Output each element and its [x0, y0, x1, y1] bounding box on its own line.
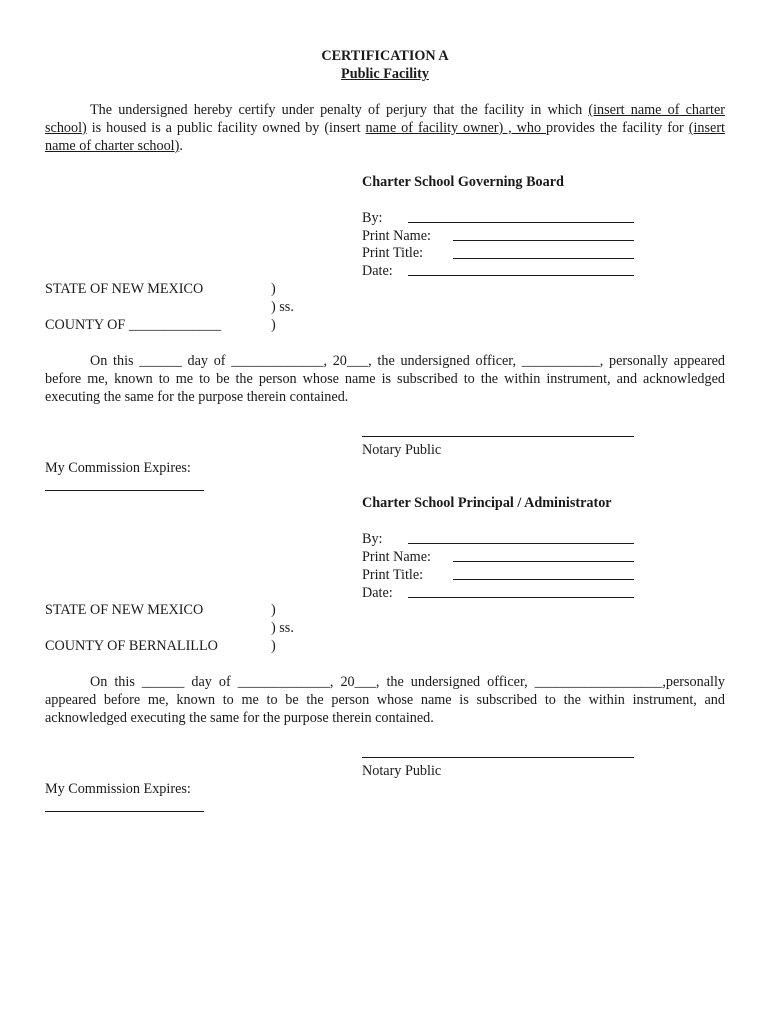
sig2-date-label: Date: [362, 585, 393, 601]
notary1-signature-line [362, 436, 634, 437]
principal-heading: Charter School Principal / Administrator [362, 495, 612, 511]
notary2-commission-expires: My Commission Expires: [45, 781, 191, 797]
venue2-state: STATE OF NEW MEXICO [45, 602, 204, 618]
notary2-label: Notary Public [362, 763, 442, 779]
venue1-paren-2: ) [271, 317, 276, 333]
sig2-print-title-line [453, 579, 634, 580]
venue1-county: COUNTY OF _____________ [45, 317, 222, 333]
sig1-print-title-label: Print Title: [362, 245, 424, 261]
sig2-by-label: By: [362, 531, 383, 547]
certification-paragraph [45, 101, 725, 155]
sig1-print-title-line [453, 258, 634, 259]
document-subtitle [0, 65, 770, 83]
notary2-signature-line [362, 757, 634, 758]
notary1-label: Notary Public [362, 442, 442, 458]
sig2-date-line [408, 597, 634, 598]
sig2-print-name-line [453, 561, 634, 562]
intro-text-4: . [179, 138, 183, 154]
notary2-commission-line [45, 811, 204, 812]
venue1-paren-1: ) [271, 281, 276, 297]
subtitle-text: Public Facility [341, 66, 429, 82]
intro-school-name-1: (insert name of charter school) [45, 102, 725, 136]
document-title: CERTIFICATION A [321, 48, 449, 64]
sig1-by-label: By: [362, 210, 383, 226]
acknowledgment-paragraph-2: On this ______ day of _____________, 20___, the undersigned officer, __________________,personally appeared before me, known to me to be the person whose name is subscribed to the within instrument, and acknowledged executing the same for the purpose therein contained. [45, 674, 725, 726]
venue2-ss: ) ss. [271, 620, 294, 636]
notary1-commission-line [45, 490, 204, 491]
intro-text-3: provides the facility for [546, 120, 689, 136]
sig1-date-line [408, 275, 634, 276]
notary1-commission-expires: My Commission Expires: [45, 460, 191, 476]
sig1-print-name-line [453, 240, 634, 241]
sig2-by-line [408, 543, 634, 544]
intro-facility-owner: name of facility owner) , who [365, 120, 547, 136]
venue2-paren-2: ) [271, 638, 276, 654]
sig1-by-line [408, 222, 634, 223]
venue1-state: STATE OF NEW MEXICO [45, 281, 204, 297]
acknowledgment-paragraph-1: On this ______ day of _____________, 20___, the undersigned officer, ___________, personally appeared before me, known to me to be the person whose name is subscribed to the within instrument, and acknowledged executing the same for the purpose therein contained. [45, 353, 725, 405]
sig1-date-label: Date: [362, 263, 393, 279]
sig1-print-name-label: Print Name: [362, 228, 431, 244]
governing-board-heading: Charter School Governing Board [362, 174, 564, 190]
venue1-ss: ) ss. [271, 299, 294, 315]
sig2-print-title-label: Print Title: [362, 567, 424, 583]
venue2-paren-1: ) [271, 602, 276, 618]
intro-text-2: is housed is a public facility owned by (insert [86, 120, 366, 136]
intro-school-name-2: (insert name of charter school) [45, 120, 725, 154]
venue2-county: COUNTY OF BERNALILLO [45, 638, 218, 654]
intro-text-1: The undersigned hereby certify under penalty of perjury that the facility in which [90, 102, 589, 118]
sig2-print-name-label: Print Name: [362, 549, 431, 565]
